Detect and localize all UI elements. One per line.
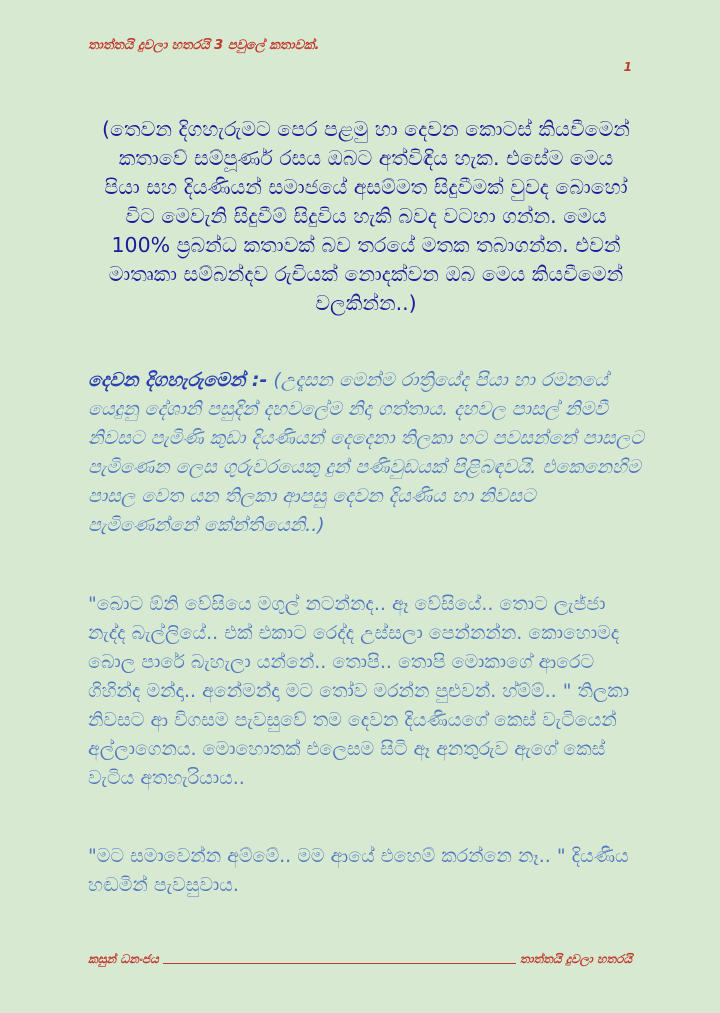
story-paragraph-3: "මට සමාවෙන්න අම්මේ.. මම ආයේ එහෙම් කරන්නෙ නෑ.. " දියණිය හඬමින් පැවසුවාය. xyxy=(88,845,629,896)
story-section-paragraph xyxy=(88,366,648,540)
intro-paragraph: (තෙවන දිගහැරුමට පෙර පළමු හා දෙවන කොටස් කියවීමෙන් කතාවේ සම්පූර්ණ රසය ඔබට අත්විඳිය හැක. එසේම මෙය පියා සහ දියණියන් සමාජයේ අසම්මත සිදුවීමක් වුවද බොහෝ විට මෙවැනි සිදුවීම් සිදුවිය හැකි බවද වටහා ගන්න. මෙය 100% ප්‍රබන්ධ කතාවක් බව තරයේ මතක තබාගන්න. එවන් මාතෘකා සම්බන්දව රුචියක් නොදක්වන ඔබ මෙය කියවීමෙන් වලකින්න..) xyxy=(102,117,630,315)
page-number: 1 xyxy=(623,60,632,74)
document-header-title: තාත්තයි දුවලා හතරයි 3 පවුලේ කතාවක්. xyxy=(88,38,320,53)
page-footer xyxy=(88,952,632,967)
footer-author: කසුන් ධනංජය xyxy=(88,952,159,966)
story-paragraph-2: "බොට ඕනි වේසියෙ මගුල් නටන්නද.. ඈ වේසියේ.. තොට ලැජ්ජා නැද්ද බැල්ලියේ.. එක් එකාට රෙද්ද උස්සලා පෙන්නන්න. කොහොමද බොල පාරේ බැහැලා යන්නේ.. තොපි.. තොපි මොකාගේ ආරෙට ගිහින්ද මන්දා.. අනේමන්දා මට තෝව මරන්න පුළුවන්. හ්ම්ම්.. " තිලකා නිවසට ආ විගසම පැවසුවේ තම දෙවන දියණියගේ කෙස් වැටියෙන් අල්ලාගෙනය. මොහොතක් එලෙසම සිටි ඈ අනතුරුව ඇගේ කෙස් වැටිය අතහැරියාය.. xyxy=(88,593,630,789)
section-label: දෙවන දිගහැරුමෙන් :- xyxy=(88,369,268,391)
footer-divider xyxy=(163,962,516,964)
section-summary-text: (උදෑසන මෙන්ම රාත්‍රියේද පියා හා රමනයේ යෙදුනු දේශානි පසුදින් දහවලේම නිදා ගත්තාය. දහවල පාසල් නිමවී නිවසට පැමිණි කුඩා දියණියන් දෙදෙනා තිලකා හට පවසන්නේ පාසලට පැමිණෙන ලෙස ගුරුවරයෙකු දුන් පණිවුඩයක් පිළිබඳවයි. එකෙනෙහිම පාසල වෙත යන තිලකා ආපසු දෙවන දියණිය හා නිවසට පැමිණෙන්නේ කේන්තියෙනි..) xyxy=(88,369,644,536)
footer-book-title: තාත්තයි දුවලා හතරයි xyxy=(519,952,632,966)
